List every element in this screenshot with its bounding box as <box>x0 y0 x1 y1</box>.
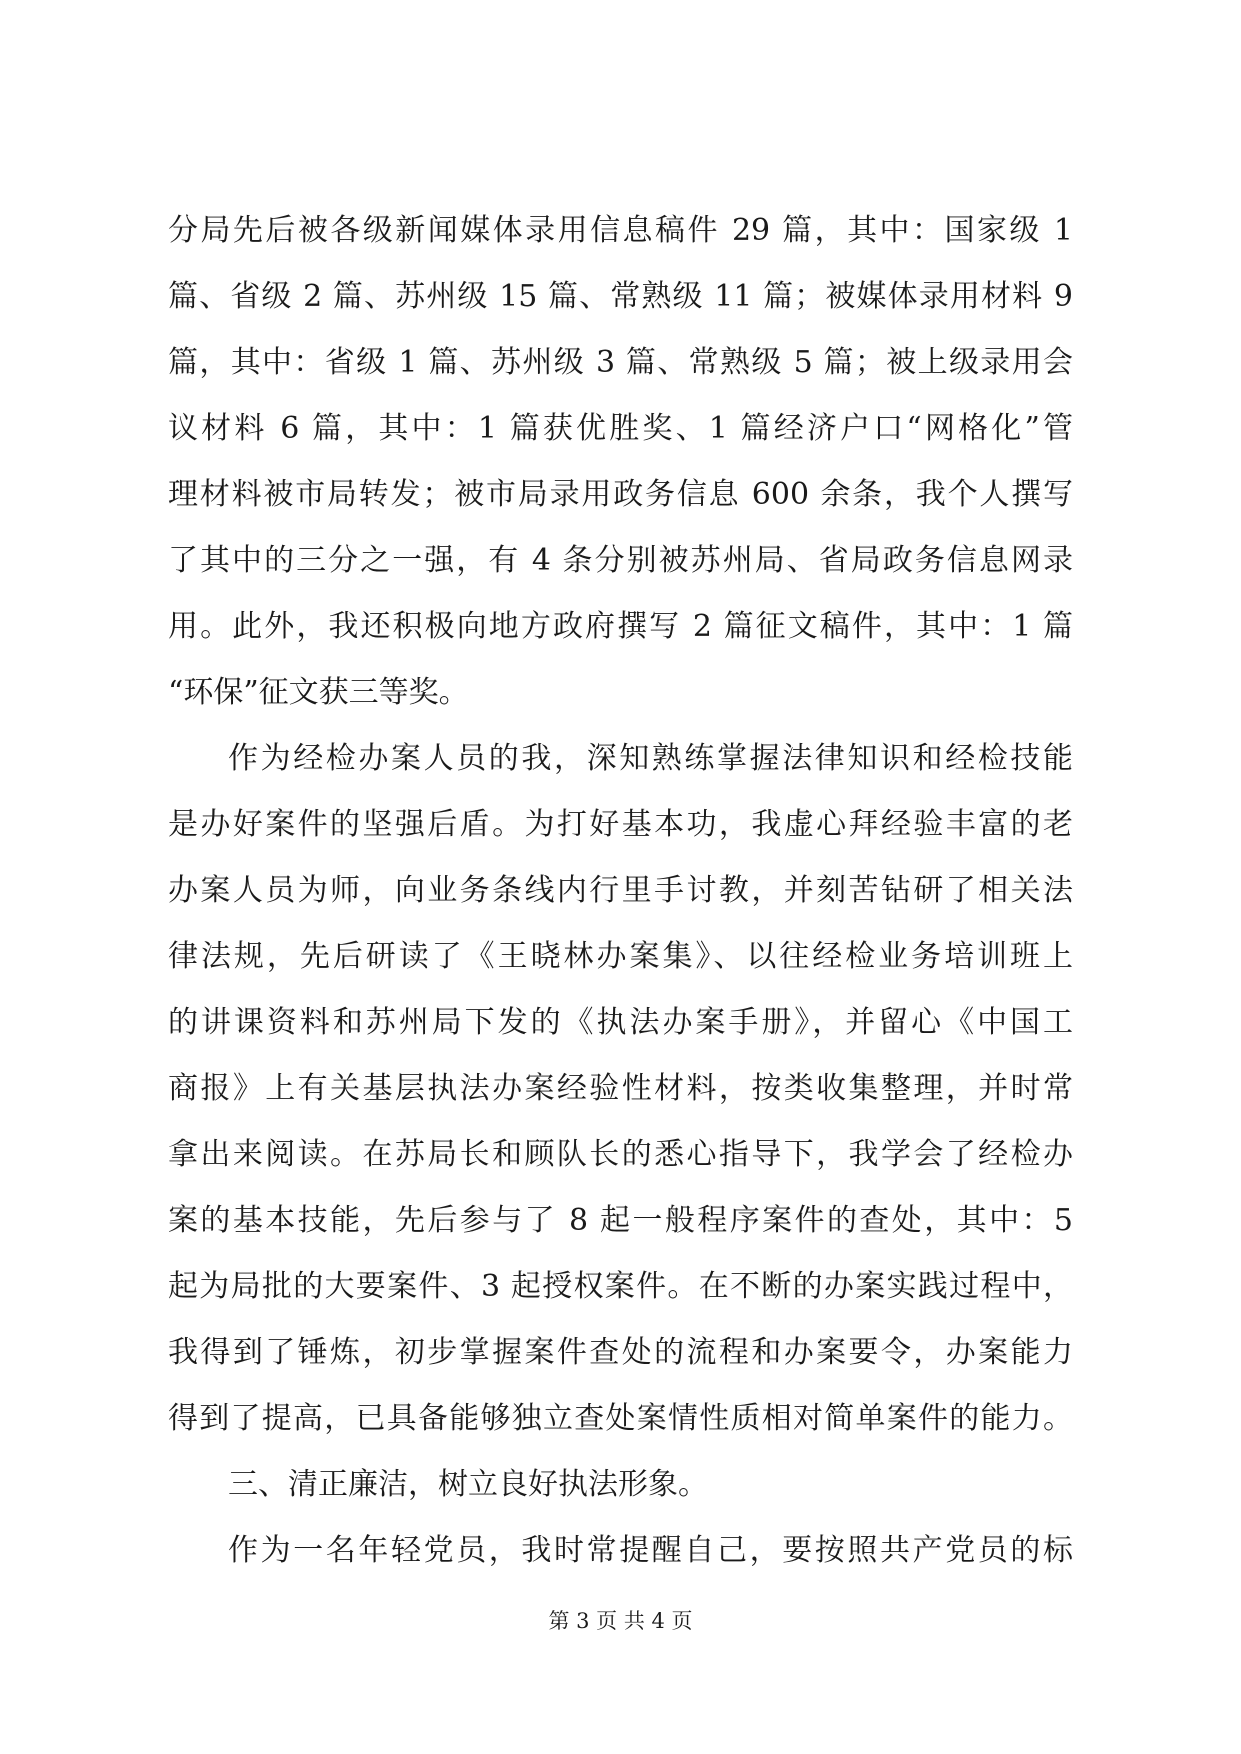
body-line: 理材料被市局转发；被市局录用政务信息 600 余条，我个人撰写 <box>168 477 1073 512</box>
body-line: 得到了提高，已具备能够独立查处案情性质相对简单案件的能力。 <box>168 1401 1073 1436</box>
paragraph-first-line: 作为一名年轻党员，我时常提醒自己，要按照共产党员的标 <box>228 1533 1073 1568</box>
body-line: 拿出来阅读。在苏局长和顾队长的悉心指导下，我学会了经检办 <box>168 1137 1073 1172</box>
body-line: 议材料 6 篇，其中：1 篇获优胜奖、1 篇经济户口“网格化”管 <box>168 411 1073 446</box>
body-line: 我得到了锤炼，初步掌握案件查处的流程和办案要令，办案能力 <box>168 1335 1073 1370</box>
body-line: 律法规，先后研读了《王晓林办案集》、以往经检业务培训班上 <box>168 939 1073 974</box>
body-line: 办案人员为师，向业务条线内行里手讨教，并刻苦钻研了相关法 <box>168 873 1073 908</box>
paragraph-first-line: 作为经检办案人员的我，深知熟练掌握法律知识和经检技能 <box>228 741 1073 776</box>
body-line: 是办好案件的坚强后盾。为打好基本功，我虚心拜经验丰富的老 <box>168 807 1073 842</box>
body-line: 分局先后被各级新闻媒体录用信息稿件 29 篇，其中：国家级 1 <box>168 213 1073 248</box>
body-line: 了其中的三分之一强，有 4 条分别被苏州局、省局政务信息网录 <box>168 543 1073 578</box>
body-line: 案的基本技能，先后参与了 8 起一般程序案件的查处，其中：5 <box>168 1203 1073 1238</box>
page-number-footer: 第 3 页 共 4 页 <box>548 1609 693 1633</box>
body-line: 用。此外，我还积极向地方政府撰写 2 篇征文稿件，其中：1 篇 <box>168 609 1073 644</box>
body-line: 商报》上有关基层执法办案经验性材料，按类收集整理，并时常 <box>168 1071 1073 1106</box>
body-line: 的讲课资料和苏州局下发的《执法办案手册》，并留心《中国工 <box>168 1005 1073 1040</box>
body-line: 篇，其中：省级 1 篇、苏州级 3 篇、常熟级 5 篇；被上级录用会 <box>168 345 1073 380</box>
body-line: “环保”征文获三等奖。 <box>168 675 469 710</box>
section-heading: 三、清正廉洁，树立良好执法形象。 <box>228 1467 708 1502</box>
body-line: 起为局批的大要案件、3 起授权案件。在不断的办案实践过程中， <box>168 1269 1073 1304</box>
body-line: 篇、省级 2 篇、苏州级 15 篇、常熟级 11 篇；被媒体录用材料 9 <box>168 279 1073 314</box>
